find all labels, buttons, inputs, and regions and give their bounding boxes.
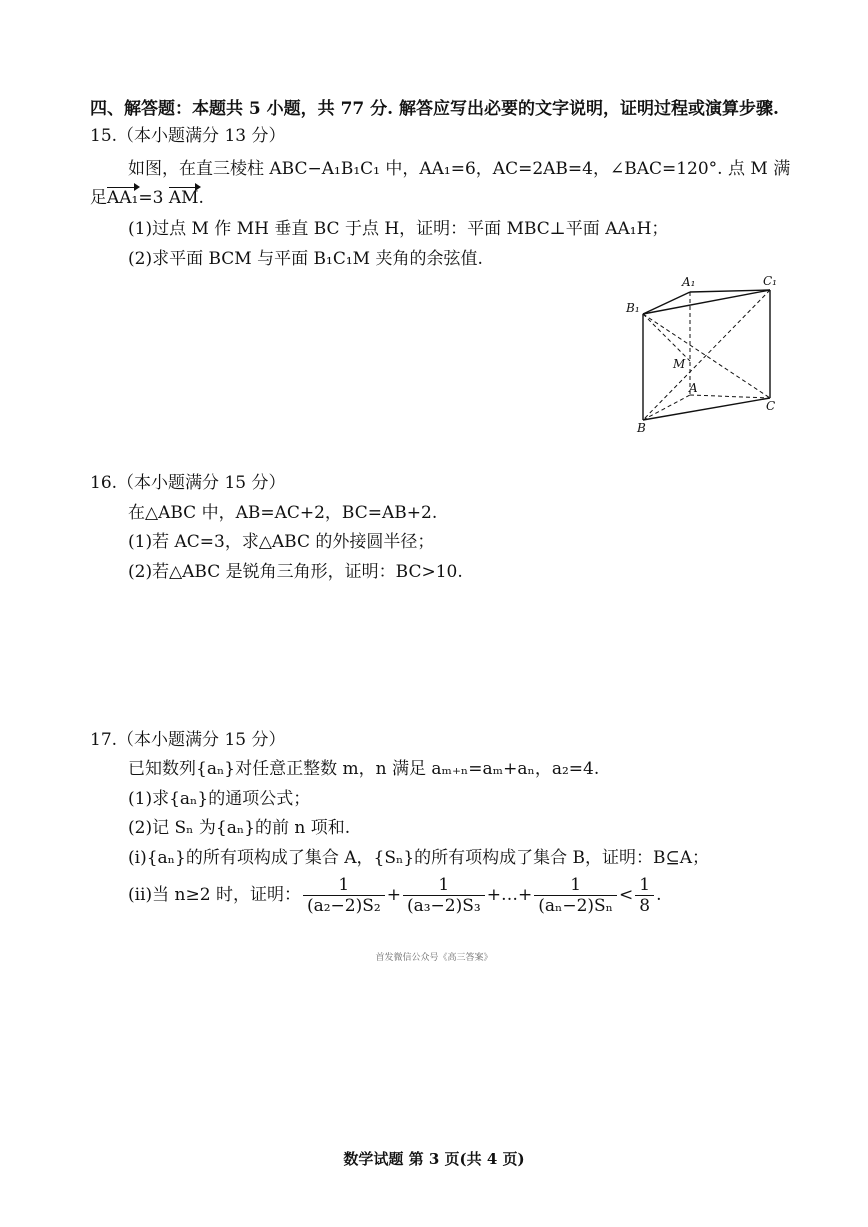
- q15-heading: 15.（本小题满分 13 分）: [90, 126, 286, 146]
- vector-aa1: AA₁: [107, 188, 139, 208]
- q15-stem2-end: .: [198, 188, 204, 208]
- q17-part2-ii: [128, 870, 662, 920]
- q15-stem2-mid: =3: [138, 188, 164, 208]
- q16-heading: 16.（本小题满分 15 分）: [90, 473, 286, 493]
- segment-b1-m: [643, 314, 690, 361]
- q17-part2-ii-prefix: (ⅱ)当 n≥2 时，证明：: [128, 885, 301, 905]
- fraction-term-1: [303, 875, 385, 916]
- ellipsis-sum: +…+: [486, 885, 533, 905]
- q15-part2: (2)求平面 BCM 与平面 B₁C₁M 夹角的余弦值.: [128, 249, 483, 269]
- edge-a-c: [690, 395, 770, 398]
- q17-end-period: .: [656, 885, 662, 905]
- edge-b-c: [643, 398, 770, 420]
- fraction-term-2: [403, 875, 485, 916]
- fraction-term-n: [534, 875, 617, 916]
- fraction-bound-numerator: 1: [635, 875, 654, 896]
- fraction-1-denominator: (a₂−2)S₂: [306, 896, 381, 916]
- edge-b1-c1: [643, 290, 770, 314]
- segment-b1-c: [643, 314, 770, 398]
- vector-am: AM: [168, 188, 199, 208]
- fraction-bound-denominator: 8: [639, 896, 651, 916]
- fraction-n-numerator: 1: [534, 875, 617, 896]
- q16-part2: (2)若△ABC 是锐角三角形，证明：BC>10.: [128, 562, 463, 582]
- fraction-2-denominator: (a₃−2)S₃: [406, 896, 481, 916]
- q16-stem: 在△ABC 中，AB=AC+2，BC=AB+2.: [128, 503, 438, 523]
- q17-part2: (2)记 Sₙ 为{aₙ}的前 n 项和.: [128, 818, 351, 838]
- plus-sign: +: [386, 885, 401, 905]
- label-a: A: [689, 381, 698, 395]
- q15-stem-line2: [90, 186, 204, 210]
- segment-c1-b: [643, 290, 770, 420]
- q15-stem2-prefix: 足: [90, 188, 107, 208]
- label-c: C: [766, 399, 776, 413]
- label-b: B: [637, 421, 646, 435]
- q15-stem-line1: 如图，在直三棱柱 ABC−A₁B₁C₁ 中，AA₁=6，AC=2AB=4，∠BAC=120°. 点 M 满: [128, 159, 791, 179]
- edge-b1-a1: [643, 292, 690, 314]
- q17-heading: 17.（本小题满分 15 分）: [90, 730, 286, 750]
- prism-figure: [620, 270, 790, 435]
- q16-part1: (1)若 AC=3，求△ABC 的外接圆半径；: [128, 532, 435, 552]
- less-than-sign: <: [619, 885, 634, 905]
- label-a1: A₁: [682, 275, 696, 289]
- fraction-bound: [635, 875, 654, 916]
- label-b1: B₁: [626, 301, 640, 315]
- q17-stem: 已知数列{aₙ}对任意正整数 m，n 满足 aₘ₊ₙ=aₘ+aₙ，a₂=4.: [128, 759, 600, 779]
- fraction-n-denominator: (aₙ−2)Sₙ: [538, 896, 614, 916]
- q15-part1: (1)过点 M 作 MH 垂直 BC 于点 H，证明：平面 MBC⊥平面 AA₁H；: [128, 219, 669, 239]
- page-footer: 数学试题 第 3 页(共 4 页): [343, 1150, 525, 1168]
- fraction-2-numerator: 1: [403, 875, 485, 896]
- fraction-1-numerator: 1: [303, 875, 385, 896]
- label-c1: C₁: [763, 274, 777, 288]
- label-m: M: [673, 357, 686, 371]
- watermark-text: 首发微信公众号《高三答案》: [375, 953, 493, 963]
- q17-part2-i: (ⅰ){aₙ}的所有项构成了集合 A，{Sₙ}的所有项构成了集合 B，证明：B⊆A；: [128, 848, 710, 868]
- section-header: 四、解答题：本题共 5 小题，共 77 分. 解答应写出必要的文字说明，证明过程或演算步骤.: [90, 99, 779, 119]
- q17-part1: (1)求{aₙ}的通项公式；: [128, 789, 311, 809]
